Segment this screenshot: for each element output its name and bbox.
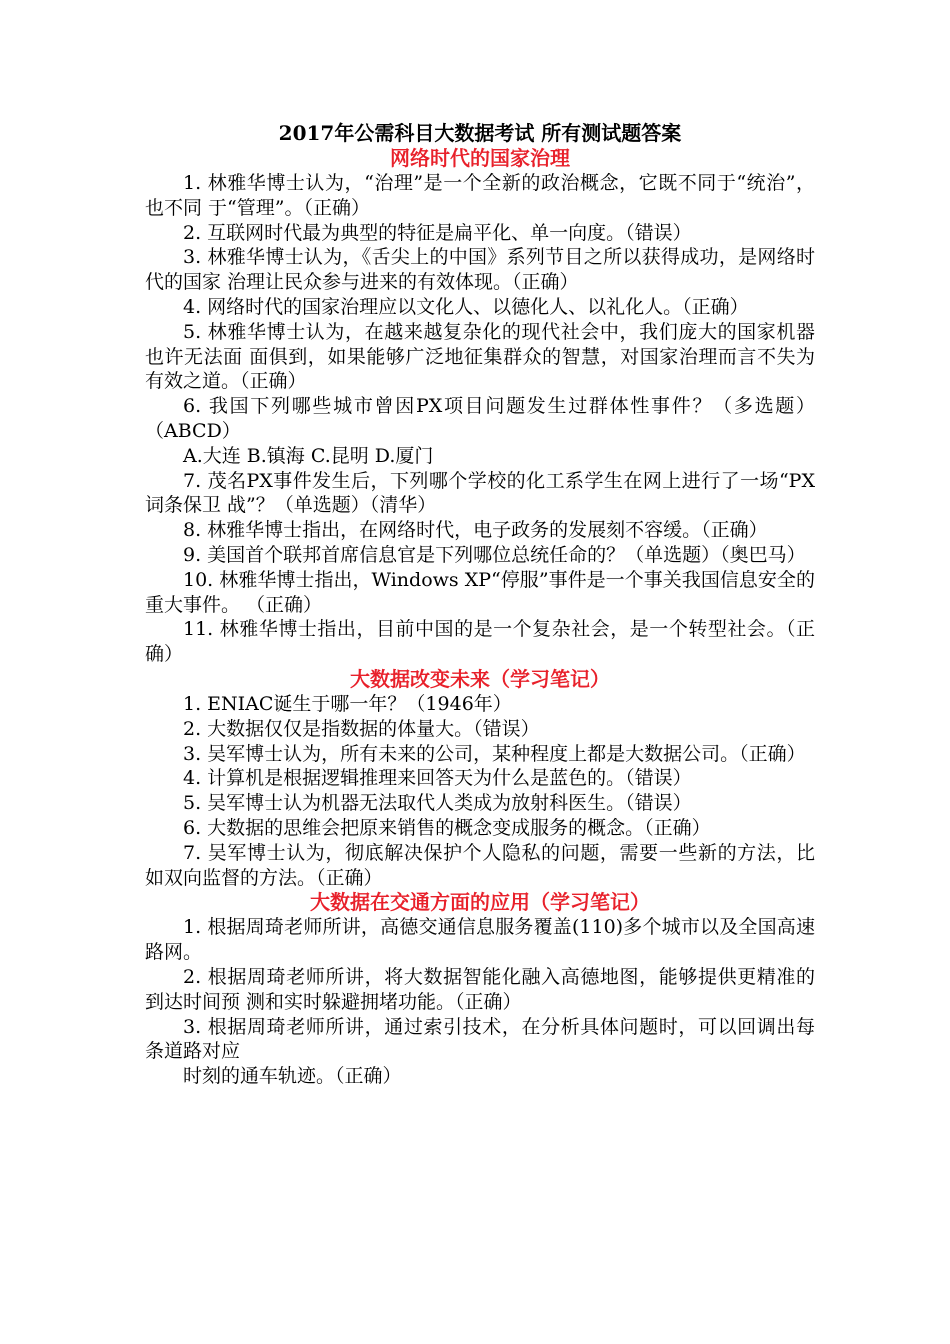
- list-item: 11. 林雅华博士指出，目前中国的是一个复杂社会，是一个转型社会。（正确）: [145, 618, 815, 666]
- list-item: 5. 吴军博士认为机器无法取代人类成为放射科医生。（错误）: [183, 792, 692, 815]
- section-heading-big-data-future: 大数据改变未来（学习笔记）: [350, 666, 610, 691]
- section-heading-big-data-traffic: 大数据在交通方面的应用（学习笔记）: [310, 890, 650, 915]
- list-item: 3. 吴军博士认为，所有未来的公司，某种程度上都是大数据公司。（正确）: [183, 742, 806, 765]
- list-item: 10. 林雅华博士指出，Windows XP“停服”事件是一个事关我国信息安全的重大事件。 （正确）: [145, 568, 815, 616]
- list-item: 2. 根据周琦老师所讲，将大数据智能化融入高德地图，能够提供更精准的到达时间预 测和实时躲避拥堵功能。（正确）: [145, 965, 815, 1013]
- list-item: 8. 林雅华博士指出，在网络时代，电子政务的发展刻不容缓。（正确）: [183, 519, 768, 542]
- list-item: 6. 大数据的思维会把原来销售的概念变成服务的概念。（正确）: [183, 816, 711, 839]
- list-item: 4. 网络时代的国家治理应以文化人、以德化人、以礼化人。（正确）: [183, 295, 749, 318]
- list-item: 7. 茂名PX事件发生后，下列哪个学校的化工系学生在网上进行了一场“PX词条保卫 战”？（单选题）（清华）: [145, 469, 815, 517]
- list-item: 6. 我国下列哪些城市曾因PX项目问题发生过群体性事件？（多选题）（ABCD）: [145, 395, 815, 442]
- section-heading-network-governance: 网络时代的国家治理: [390, 146, 570, 170]
- document-title: 2017年公需科目大数据考试 所有测试题答案: [278, 121, 682, 145]
- list-item: 5. 林雅华博士认为，在越来越复杂化的现代社会中，我们庞大的国家机器也许无法面 面俱到，如果能够广泛地征集群众的智慧，对国家治理而言不失为有效之道。（正确）: [145, 320, 815, 393]
- list-item: 9. 美国首个联邦首席信息官是下列哪位总统任命的？（单选题）（奥巴马）: [183, 543, 806, 566]
- list-item: 2. 互联网时代最为典型的特征是扁平化、单一向度。（错误）: [183, 221, 692, 244]
- list-item: 2. 大数据仅仅是指数据的体量大。（错误）: [183, 717, 540, 740]
- list-item: 3. 林雅华博士认为，《舌尖上的中国》系列节目之所以获得成功，是网络时代的国家 治理让民众参与进来的有效体现。（正确）: [145, 246, 815, 294]
- document-page: [145, 120, 815, 1089]
- list-item-continuation: 时刻的通车轨迹。（正确）: [183, 1065, 402, 1088]
- list-item: 1. 林雅华博士认为，“治理”是一个全新的政治概念，它既不同于“统治”，也不同 于“管理”。（正确）: [145, 172, 815, 219]
- list-item: 7. 吴军博士认为，彻底解决保护个人隐私的问题，需要一些新的方法，比如双向监督的方法。（正确）: [145, 841, 815, 889]
- list-item: 3. 根据周琦老师所讲，通过索引技术，在分析具体问题时，可以回调出每条道路对应: [145, 1015, 815, 1063]
- list-item: 1. ENIAC诞生于哪一年？（1946年）: [183, 692, 512, 715]
- list-item: 1. 根据周琦老师所讲，高德交通信息服务覆盖(110)多个城市以及全国高速路网。: [145, 916, 815, 964]
- list-item: 4. 计算机是根据逻辑推理来回答天为什么是蓝色的。（错误）: [183, 767, 692, 790]
- answer-options: A.大连 B.镇海 C.昆明 D.厦门: [183, 444, 434, 467]
